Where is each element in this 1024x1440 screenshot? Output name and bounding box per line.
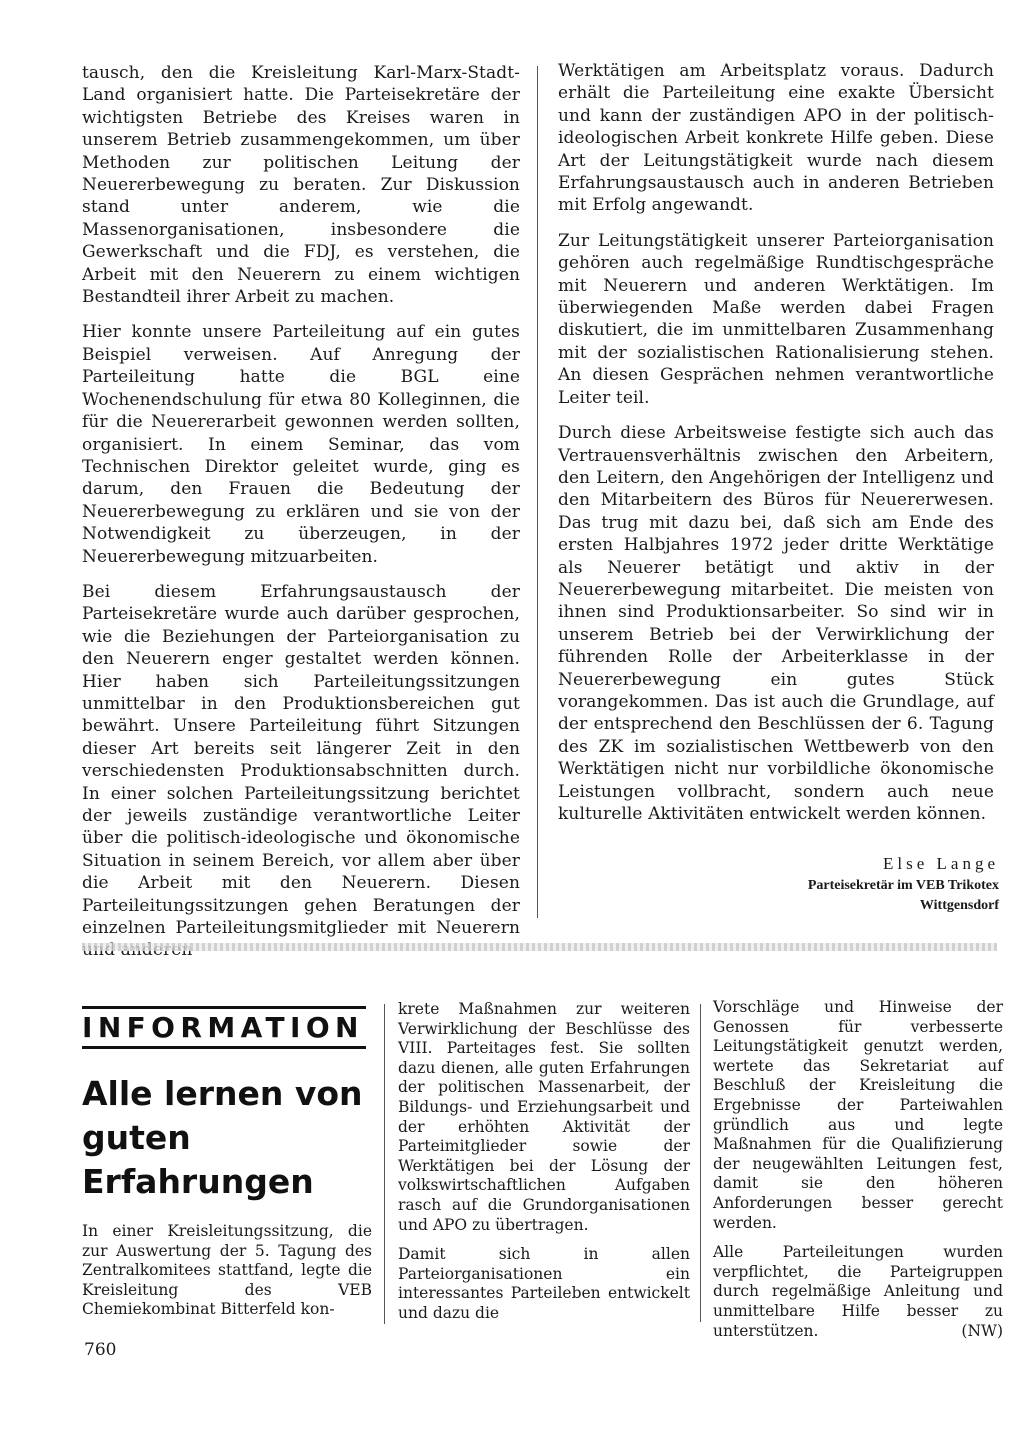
paragraph: Damit sich in allen Parteiorganisationen ein interessantes Parteileben entwickelt und dazu die: [398, 1245, 690, 1322]
top-left-column: [82, 62, 520, 962]
author-location: Wittgensdorf: [919, 898, 999, 913]
top-right-column: [558, 60, 994, 825]
section-separator: [82, 943, 997, 951]
paragraph: In einer Kreisleitungssitzung, die zur Auswertung der 5. Tagung des Zentralkomitees stattfand, legte die Kreisleitung des VEB Chemiekombinat Bitterfeld kon-: [82, 1222, 372, 1319]
paragraph: Durch diese Arbeitsweise festigte sich auch das Vertrauensverhältnis zwischen den Arbeitern, den Leitern, den Angehörigen der Intelligenz und den Mitarbeitern des Büros für Neuererwesen. Das trug mit dazu bei, daß sich am Ende des ersten Halbjahres 1972 jeder dritte Werktätige als Neuerer betätigt und aktiv in der Neuererbewegung mitarbeitet. Die meisten von ihnen sind Produktionsarbeiter. So sind wir in unserem Betrieb bei der Verwirklichung der führenden Rolle der Arbeiterklasse in der Neuererbewegung ein gutes Stück vorangekommen. Das ist auch die Grundlage, auf der entsprechend den Beschlüssen der 6. Tagung des ZK im sozialistischen Wettbewerb von den Werktätigen nicht nur vorbildliche ökonomische Leistungen vollbracht, sondern auch neue kulturelle Aktivitäten entwickelt werden können.: [558, 423, 994, 824]
paragraph: Hier konnte unsere Parteileitung auf ein gutes Beispiel verweisen. Auf Anregung der Parteileitung hatte die BGL eine Wochenendschulung für etwa 80 Kolleginnen, die für die Neuererarbeit gewonnen werden sollten, organisiert. In einem Seminar, das vom Technischen Direktor geleitet wurde, ging es darum, den Frauen die Bedeutung der Neuererbewegung zu erklären und sie von der Notwendigkeit zu überzeugen, in der Neuererbewegung mitzuarbeiten.: [82, 322, 520, 567]
info-column-1: [82, 1222, 372, 1320]
author-block: [808, 852, 999, 916]
headline-line: guten: [82, 1118, 191, 1157]
author-role: Parteisekretär im VEB Trikotex: [807, 878, 999, 893]
author-name: Else Lange: [883, 854, 999, 873]
headline-line: Alle lernen von: [82, 1074, 363, 1113]
paragraph: tausch, den die Kreisleitung Karl-Marx-Stadt-Land organisiert hatte. Die Parteisekretäre der wichtigsten Betriebe des Kreises waren in unserem Betrieb zusammengekommen, um über Methoden zur politischen Leitung der Neuererbewegung zu beraten. Zur Diskussion stand unter anderem, wie die Massenorganisationen, insbesondere die Gewerkschaft und die FDJ, es verstehen, die Arbeit mit den Neuerern zu einem wichtigen Bestandteil ihrer Arbeit zu machen.: [82, 63, 520, 308]
headline: [82, 1072, 372, 1204]
column-divider: [700, 1004, 701, 1322]
info-column-2: [398, 1000, 690, 1324]
info-column-3: [713, 998, 1003, 1342]
page-number: 760: [84, 1340, 117, 1360]
information-label: INFORMATION: [82, 1011, 364, 1044]
paragraph: Vorschläge und Hinweise der Genossen für verbesserte Leitungstätigkeit genutzt werden, wertete das Sekretariat auf Beschluß der Kreisleitung die Ergebnisse der Parteiwahlen gründlich aus und legte Maßnahmen für die Qualifizierung der neugewählten Leitungen fest, damit sie den höheren Anforderungen besser gerecht werden.: [713, 998, 1003, 1232]
paragraph: krete Maßnahmen zur weiteren Verwirklichung der Beschlüsse des VIII. Parteitages fest. Sie sollten dazu dienen, alle guten Erfahrungen der politischen Massenarbeit, der Bildungs- und Erziehungsarbeit und der erhöhten Aktivität der Parteimitglieder sowie der Werktätigen bei der Lösung der volkswirtschaftlichen Aufgaben rasch auf die Grundorganisationen und APO zu übertragen.: [398, 1000, 690, 1234]
paragraph: Werktätigen am Arbeitsplatz voraus. Dadurch erhält die Parteileitung eine exakte Übersicht und kann der zuständigen APO in der politisch-ideologischen Arbeit konkrete Hilfe geben. Diese Art der Leitungstätigkeit wurde nach diesem Erfahrungsaustausch auch in anderen Betrieben mit Erfolg angewandt.: [558, 61, 994, 216]
column-divider: [384, 1004, 385, 1324]
column-divider: [537, 66, 538, 918]
signature: (NW): [961, 1322, 1003, 1341]
info-bottom-bar: [82, 1046, 366, 1049]
paragraph: Alle Parteileitungen wurden verpflichtet, die Parteigruppen durch regelmäßige Anleitung und unmittelbare Hilfe besser zu unterstützen.: [713, 1243, 1003, 1340]
headline-line: Erfahrungen: [82, 1162, 314, 1201]
info-top-bar: [82, 1006, 366, 1009]
paragraph: Bei diesem Erfahrungsaustausch der Parteisekretäre wurde auch darüber gesprochen, wie die Beziehungen der Parteiorganisation zu den Neuerern enger gestaltet werden können. Hier haben sich Parteileitungssitzungen unmittelbar in den Produktionsbereichen gut bewährt. Unsere Parteileitung führt Sitzungen dieser Art bereits seit längerer Zeit in den verschiedensten Produktionsabschnitten durch. In einer solchen Parteileitungssitzung berichtet der jeweils zuständige verantwortliche Leiter über die politisch-ideologische und ökonomische Situation in seinem Bereich, vor allem aber über die Arbeit mit den Neuerern. Diesen Parteileitungssitzungen gehen Beratungen der einzelnen Parteileitungsmitglieder mit Neuerern: [82, 581, 520, 939]
paragraph: Zur Leitungstätigkeit unserer Parteiorganisation gehören auch regelmäßige Rundtischgespräche mit Neuerern und anderen Werktätigen. Im überwiegenden Maße werden dabei Fragen diskutiert, die im unmittelbaren Zusammenhang mit der sozialistischen Rationalisierung stehen. An diesen Gesprächen nehmen verantwortliche Leiter teil.: [558, 230, 994, 408]
